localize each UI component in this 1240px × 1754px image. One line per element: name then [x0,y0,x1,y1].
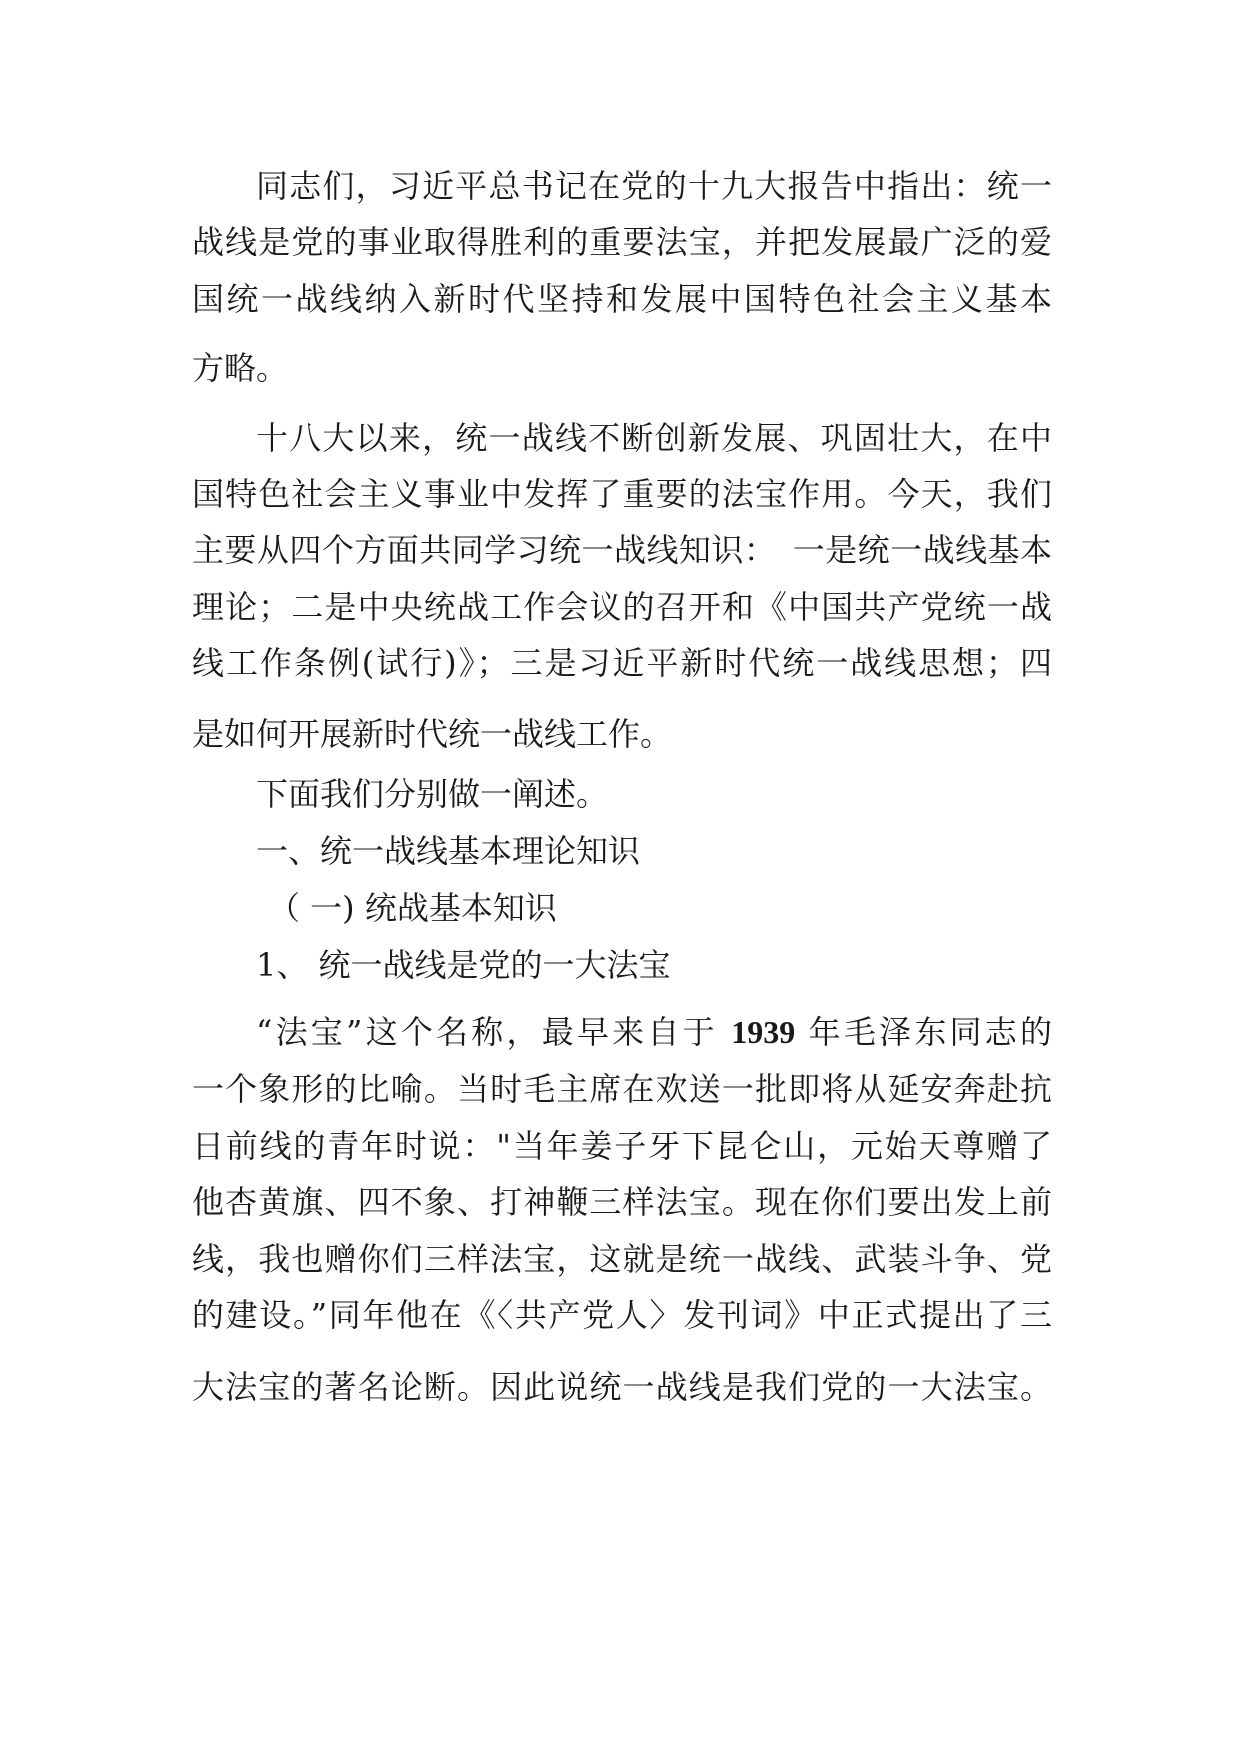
paragraph-4-line-5: 线，我也赠你们三样法宝，这就是统一战线、武装斗争、党 [192,1240,1052,1278]
paragraph-2-line-6: 是如何开展新时代统一战线工作。 [192,715,673,753]
paragraph-4-line-1-pre: “法宝”这个名称，最早来自于 [256,1013,732,1051]
paragraph-2-line-4: 理论；二是中央统战工作会议的召开和《中国共产党统一战 [192,588,1052,626]
paragraph-4-line-1 [256,1012,1052,1052]
paragraph-4-line-7: 大法宝的著名论断。因此说统一战线是我们党的一大法宝。 [192,1368,1052,1406]
paragraph-2-line-1: 十八大以来，统一战线不断创新发展、巩固壮大，在中 [256,419,1052,457]
paragraph-1-line-1: 同志们，习近平总书记在党的十九大报告中指出：统一 [256,167,1052,205]
heading-2: （ 一) 统战基本知识 [268,889,557,927]
paragraph-3: 下面我们分别做一阐述。 [256,775,609,813]
paragraph-1-line-4: 方略。 [192,349,289,387]
paragraph-4-line-6: 的建设。”同年他在《〈共产党人〉发刊词》中正式提出了三 [192,1296,1052,1334]
paragraph-4-year: 1939 [731,1014,796,1050]
paragraph-4-line-4: 他杏黄旗、四不象、打神鞭三样法宝。现在你们要出发上前 [192,1183,1052,1221]
paragraph-2-line-3: 主要从四个方面共同学习统一战线知识： 一是统一战线基本 [192,531,1052,569]
paragraph-4-line-3: 日前线的青年时说："当年姜子牙下昆仑山，元始天尊赠了 [192,1127,1052,1165]
paragraph-1-line-2: 战线是党的事业取得胜利的重要法宝，并把发展最广泛的爱 [192,223,1052,261]
paragraph-2-line-5: 线工作条例(试行)》；三是习近平新时代统一战线思想；四 [192,644,1052,682]
paragraph-4-line-1-post: 年毛泽东同志的 [795,1013,1052,1051]
paragraph-4-line-2: 一个象形的比喻。当时毛主席在欢送一批即将从延安奔赴抗 [192,1070,1052,1108]
paragraph-1-line-3: 国统一战线纳入新时代坚持和发展中国特色社会主义基本 [192,280,1052,318]
heading-1: 一、统一战线基本理论知识 [256,832,641,870]
paragraph-2-line-2: 国特色社会主义事业中发挥了重要的法宝作用。今天，我们 [192,475,1052,513]
heading-3: 1、 统一战线是党的一大法宝 [256,946,671,984]
